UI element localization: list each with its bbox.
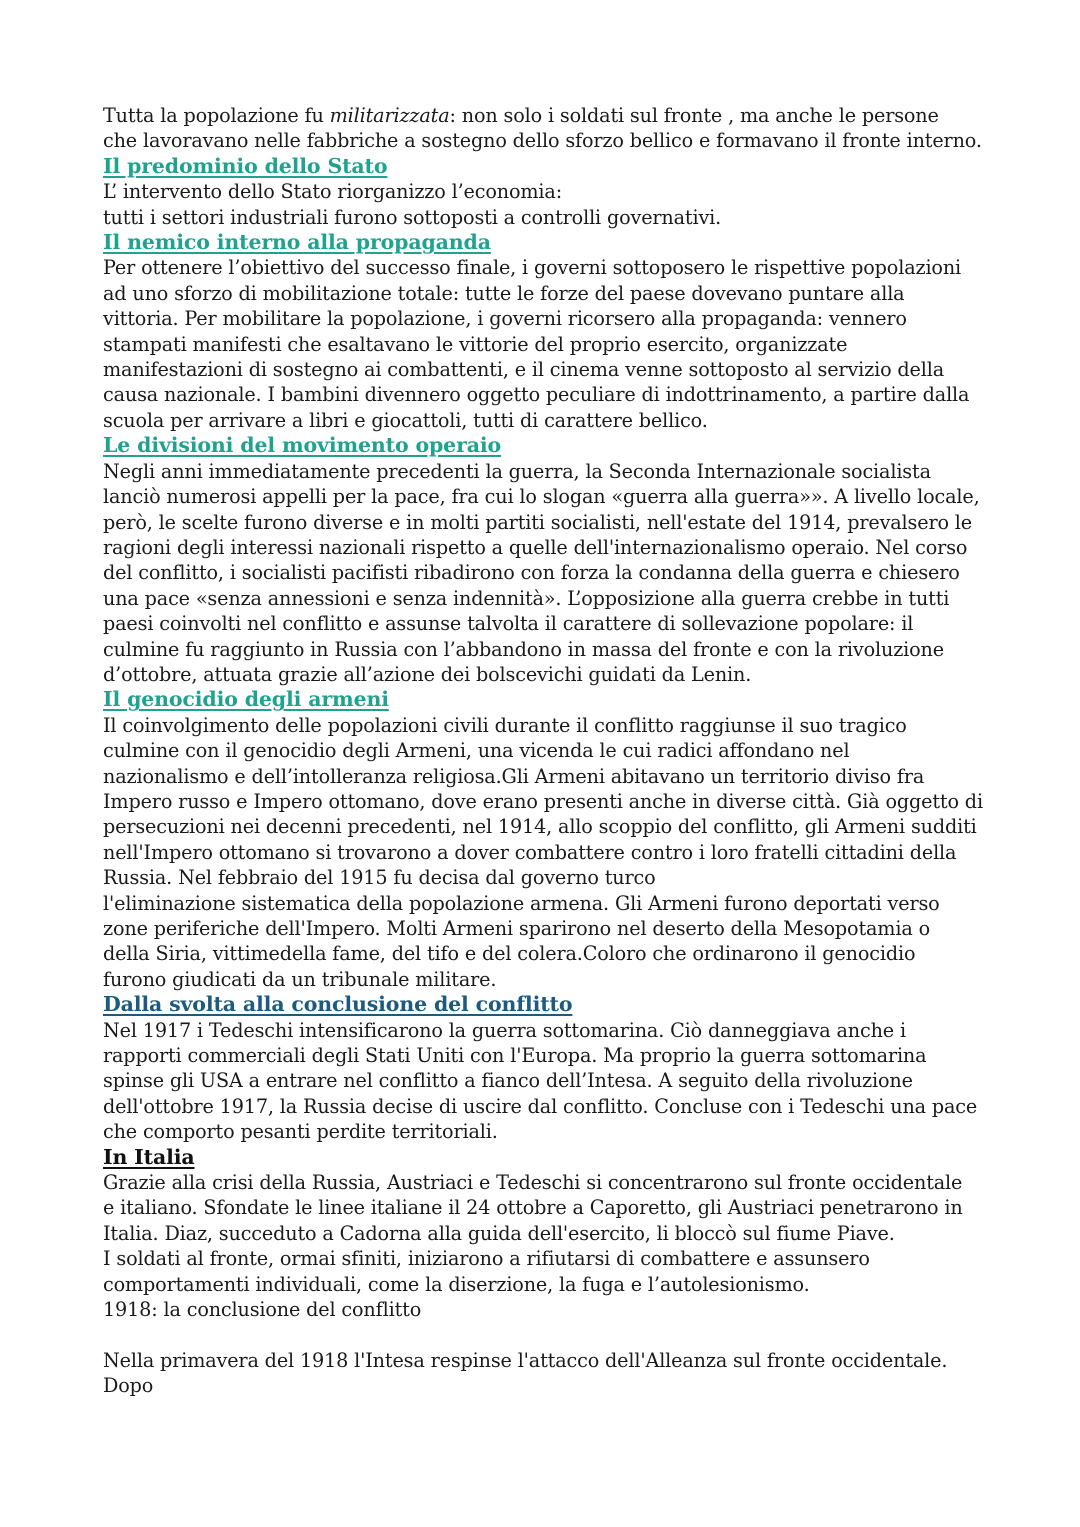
text-line: furono giudicati da un tribunale militare. bbox=[103, 967, 497, 991]
text-line: Il coinvolgimento delle popolazioni civili durante il conflitto raggiunse il suo tragico bbox=[103, 713, 907, 737]
text-line: culmine fu raggiunto in Russia con l’abbandono in massa del fronte e con la rivoluzione bbox=[103, 637, 944, 661]
text-line: e italiano. Sfondate le linee italiane il 24 ottobre a Caporetto, gli Austriaci penetrarono in bbox=[103, 1196, 963, 1220]
intro-line-1: Tutta la popolazione fu militarizzata: non solo i soldati sul fronte , ma anche le persone bbox=[103, 104, 939, 127]
text-line: nazionalismo e dell’intolleranza religiosa.Gli Armeni abitavano un territorio diviso fra bbox=[103, 764, 925, 788]
paragraph-gap bbox=[103, 1323, 1003, 1348]
text-line: Nel 1917 i Tedeschi intensificarono la guerra sottomarina. Ciò danneggiava anche i bbox=[103, 1018, 906, 1042]
text-line: Per ottenere l’obiettivo del successo finale, i governi sottoposero le rispettive popolazioni bbox=[103, 256, 962, 280]
text-line: comportamenti individuali, come la diserzione, la fuga e l’autolesionismo. bbox=[103, 1272, 810, 1296]
text-line: L’ intervento dello Stato riorganizzo l’economia: bbox=[103, 180, 563, 204]
text-line: vittoria. Per mobilitare la popolazione, i governi ricorsero alla propaganda: vennero bbox=[103, 307, 907, 331]
text-line: Nella primavera del 1918 l'Intesa respinse l'attacco dell'Alleanza sul fronte occidentale. bbox=[103, 1348, 948, 1372]
paragraph-svolta bbox=[103, 1018, 1003, 1145]
text-line: Negli anni immediatamente precedenti la guerra, la Seconda Internazionale socialista bbox=[103, 459, 931, 483]
paragraph-operaio bbox=[103, 459, 1003, 688]
heading-nemico-propaganda: Il nemico interno alla propaganda bbox=[103, 230, 491, 255]
text-line: Russia. Nel febbraio del 1915 fu decisa dal governo turco bbox=[103, 866, 656, 890]
heading-movimento-operaio: Le divisioni del movimento operaio bbox=[103, 433, 502, 458]
text-line: lanciò numerosi appelli per la pace, fra cui lo slogan «guerra alla guerra»». A livello locale, bbox=[103, 485, 980, 509]
text-line: della Siria, vittimedella fame, del tifo e del colera.Coloro che ordinarono il genocidio bbox=[103, 942, 916, 966]
intro-line-2: che lavoravano nelle fabbriche a sostegno dello sforzo bellico e formavano il fronte interno. bbox=[103, 129, 982, 153]
text-line: stampati manifesti che esaltavano le vittorie del proprio esercito, organizzate bbox=[103, 332, 848, 356]
text-line: Dopo bbox=[103, 1374, 154, 1398]
text-line: 1918: la conclusione del conflitto bbox=[103, 1298, 422, 1322]
heading-in-italia: In Italia bbox=[103, 1144, 195, 1169]
text-line: però, le scelte furono diverse e in molti partiti socialisti, nell'estate del 1914, prevalsero le bbox=[103, 510, 973, 534]
text-line: ad uno sforzo di mobilitazione totale: tutte le forze del paese dovevano puntare alla bbox=[103, 281, 905, 305]
heading-predominio-stato: Il predominio dello Stato bbox=[103, 153, 388, 178]
text-line: culmine con il genocidio degli Armeni, una vicenda le cui radici affondano nel bbox=[103, 739, 850, 763]
text-line: Impero russo e Impero ottomano, dove erano presenti anche in diverse città. Già oggetto di bbox=[103, 789, 983, 813]
intro-italic-term: militarizzata bbox=[329, 104, 450, 127]
text-line: Grazie alla crisi della Russia, Austriaci e Tedeschi si concentrarono sul fronte occidentale bbox=[103, 1171, 963, 1195]
text-line: che comporto pesanti perdite territoriali. bbox=[103, 1120, 498, 1144]
text-line: persecuzioni nei decenni precedenti, nel 1914, allo scoppio del conflitto, gli Armeni sudditi bbox=[103, 815, 977, 839]
text-line: rapporti commerciali degli Stati Uniti con l'Europa. Ma proprio la guerra sottomarina bbox=[103, 1044, 927, 1068]
text-line: una pace «senza annessioni e senza indennità». L’opposizione alla guerra crebbe in tutti bbox=[103, 586, 950, 610]
text-line: ragioni degli interessi nazionali rispetto a quelle dell'internazionalismo operaio. Nel corso bbox=[103, 535, 968, 559]
text-line: manifestazioni di sostegno ai combattenti, e il cinema venne sottoposto al servizio della bbox=[103, 358, 945, 382]
text-line: paesi coinvolti nel conflitto e assunse talvolta il carattere di sollevazione popolare: il bbox=[103, 612, 914, 636]
heading-genocidio-armeni: Il genocidio degli armeni bbox=[103, 687, 389, 712]
document-page bbox=[103, 103, 1003, 1399]
text-line: I soldati al fronte, ormai sfiniti, iniziarono a rifiutarsi di combattere e assunsero bbox=[103, 1247, 870, 1271]
text-line: dell'ottobre 1917, la Russia decise di uscire dal conflitto. Concluse con i Tedeschi una pace bbox=[103, 1094, 978, 1118]
paragraph-propaganda bbox=[103, 255, 1003, 433]
text-line: causa nazionale. I bambini divennero oggetto peculiare di indottrinamento, a partire dalla bbox=[103, 383, 970, 407]
paragraph-armeni bbox=[103, 713, 1003, 992]
text-line: d’ottobre, attuata grazie all’azione dei bolscevichi guidati da Lenin. bbox=[103, 662, 752, 686]
text-line: l'eliminazione sistematica della popolazione armena. Gli Armeni furono deportati verso bbox=[103, 891, 940, 915]
paragraph-stato bbox=[103, 179, 1003, 230]
text-line: zone periferiche dell'Impero. Molti Armeni sparirono nel deserto della Mesopotamia o bbox=[103, 917, 930, 940]
text-line: nell'Impero ottomano si trovarono a dover combattere contro i loro fratelli cittadini della bbox=[103, 840, 957, 864]
text-line: spinse gli USA a entrare nel conflitto a fianco dell’Intesa. A seguito della rivoluzione bbox=[103, 1069, 913, 1093]
text-line: del conflitto, i socialisti pacifisti ribadirono con forza la condanna della guerra e chiesero bbox=[103, 561, 960, 585]
text-line: tutti i settori industriali furono sottoposti a controlli governativi. bbox=[103, 205, 722, 229]
text-line: Italia. Diaz, succeduto a Cadorna alla guida dell'esercito, li bloccò sul fiume Piave. bbox=[103, 1221, 895, 1245]
text-line: scuola per arrivare a libri e giocattoli, tutti di carattere bellico. bbox=[103, 408, 708, 432]
paragraph-italia bbox=[103, 1170, 1003, 1399]
heading-svolta-conclusione: Dalla svolta alla conclusione del conflitto bbox=[103, 992, 573, 1017]
